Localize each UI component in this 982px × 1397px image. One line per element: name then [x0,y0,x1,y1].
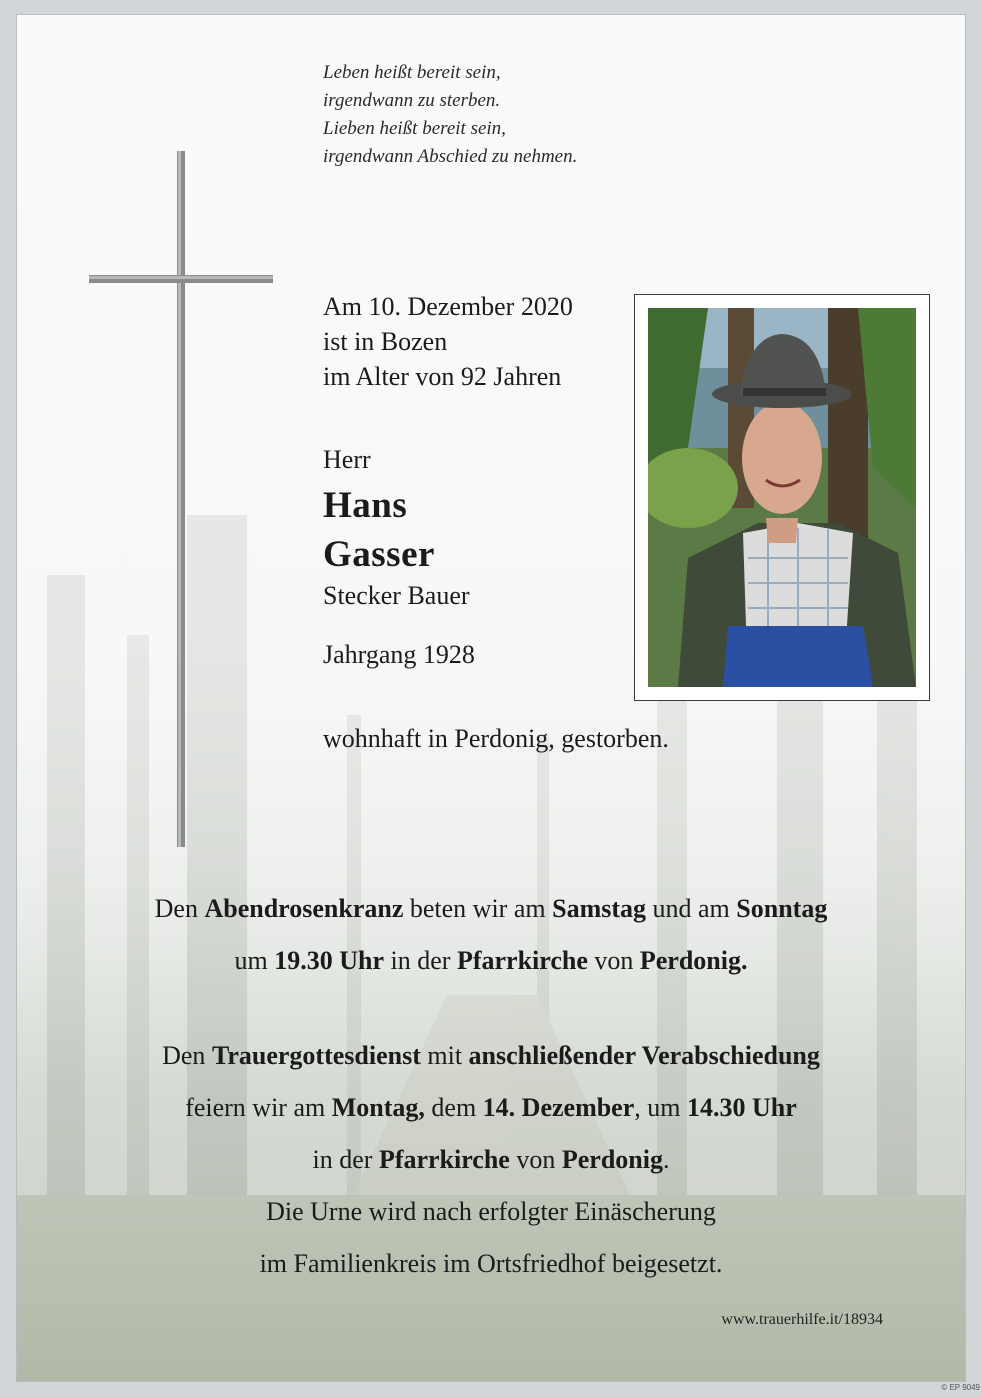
body-text: Den [162,1041,212,1070]
body-text: von [509,1145,562,1174]
print-code: © EP 9049 [941,1383,980,1392]
service-line-1 [17,1030,965,1082]
obituary-card [16,14,966,1382]
intro-line: ist in Bozen [323,327,448,356]
body-text: von [587,946,640,975]
body-text: in der [384,946,457,975]
emphasis-text: Trauergottesdienst [211,1041,421,1070]
emphasis-text: Perdonig [561,1145,663,1174]
emphasis-text: anschließender Verabschiedung [468,1041,820,1070]
emphasis-text: 14. Dezember [482,1093,635,1122]
body-text: , um [634,1093,688,1122]
cross-icon [89,151,273,847]
body-text: mit [420,1041,469,1070]
service-paragraph [17,1030,965,1290]
emphasis-text: Samstag [552,894,647,923]
birth-year: Jahrgang 1928 [323,640,475,669]
first-name: Hans [323,485,408,526]
emphasis-text: Montag, [331,1093,425,1122]
farm-name: Stecker Bauer [323,581,470,610]
emphasis-text: Pfarrkirche [378,1145,510,1174]
body-text: beten wir am [403,894,553,923]
website-link[interactable]: www.trauerhilfe.it/18934 [721,1311,883,1328]
salutation: Herr [323,445,371,474]
intro-line: Am 10. Dezember 2020 [323,292,573,321]
emphasis-text: 14.30 Uhr [687,1093,797,1122]
intro-line: im Alter von 92 Jahren [323,362,562,391]
portrait-photo [648,308,916,687]
emphasis-text: Abendrosenkranz [204,894,404,923]
rosary-line-1 [17,883,965,935]
last-name: Gasser [323,534,435,575]
body-text: Den [154,894,205,923]
service-line-4: Die Urne wird nach erfolgter Einäscherung [266,1197,716,1226]
rosary-paragraph [17,883,965,987]
poem-line: irgendwann Abschied zu nehmen. [323,146,578,167]
rosary-line-2 [17,935,965,987]
residence-line: wohnhaft in Perdonig, gestorben. [323,724,669,753]
poem-line: Lieben heißt bereit sein, [323,118,506,139]
emphasis-text: Pfarrkirche [456,946,588,975]
emphasis-text: 19.30 Uhr [274,946,385,975]
body-text: . [662,1145,670,1174]
emphasis-text: Perdonig. [639,946,748,975]
body-text: um [234,946,275,975]
emphasis-text: Sonntag [736,894,828,923]
poem-line: irgendwann zu sterben. [323,90,501,111]
service-line-5: im Familienkreis im Ortsfriedhof beigesetzt. [259,1249,723,1278]
service-line-3 [17,1134,965,1186]
body-text: und am [646,894,737,923]
poem [323,59,577,171]
body-text: in der [312,1145,379,1174]
death-notice-intro [323,289,573,394]
poem-line: Leben heißt bereit sein, [323,62,501,83]
service-line-2 [17,1082,965,1134]
body-text: feiern wir am [185,1093,332,1122]
body-text: dem [424,1093,483,1122]
portrait-frame [634,294,930,701]
